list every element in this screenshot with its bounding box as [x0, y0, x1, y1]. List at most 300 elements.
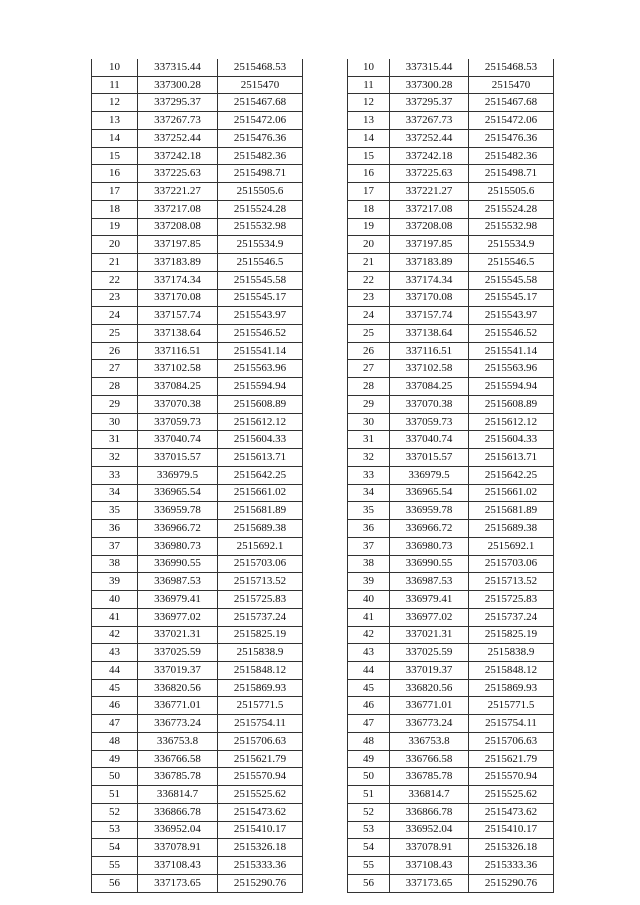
point-number-cell: 56 [348, 874, 390, 892]
y-coordinate-cell: 2515621.79 [469, 750, 554, 768]
y-coordinate-cell: 2515612.12 [469, 413, 554, 431]
point-number-cell: 11 [92, 76, 138, 94]
point-number-cell: 13 [348, 112, 390, 130]
table-row [92, 768, 303, 786]
table-row [92, 573, 303, 591]
y-coordinate-cell: 2515410.17 [469, 821, 554, 839]
point-number-cell: 48 [92, 732, 138, 750]
point-number-cell: 15 [348, 147, 390, 165]
x-coordinate-cell: 337116.51 [390, 342, 469, 360]
table-row [92, 289, 303, 307]
point-number-cell: 11 [348, 76, 390, 94]
x-coordinate-cell: 337183.89 [138, 254, 218, 272]
y-coordinate-cell: 2515498.71 [469, 165, 554, 183]
y-coordinate-cell: 2515661.02 [218, 484, 303, 502]
x-coordinate-cell: 336952.04 [138, 821, 218, 839]
x-coordinate-cell: 337208.08 [138, 218, 218, 236]
y-coordinate-cell: 2515476.36 [218, 129, 303, 147]
y-coordinate-cell: 2515570.94 [469, 768, 554, 786]
table-row [92, 484, 303, 502]
y-coordinate-cell: 2515467.68 [218, 94, 303, 112]
x-coordinate-cell: 337300.28 [390, 76, 469, 94]
table-row [92, 874, 303, 892]
y-coordinate-cell: 2515546.5 [218, 254, 303, 272]
y-coordinate-cell: 2515472.06 [218, 112, 303, 130]
point-number-cell: 31 [92, 431, 138, 449]
point-number-cell: 35 [92, 502, 138, 520]
point-number-cell: 34 [348, 484, 390, 502]
point-number-cell: 22 [348, 271, 390, 289]
table-row [348, 520, 554, 538]
x-coordinate-cell: 336959.78 [138, 502, 218, 520]
point-number-cell: 42 [348, 626, 390, 644]
point-number-cell: 36 [92, 520, 138, 538]
x-coordinate-cell: 337084.25 [138, 378, 218, 396]
x-coordinate-cell: 337225.63 [390, 165, 469, 183]
point-number-cell: 47 [92, 715, 138, 733]
y-coordinate-cell: 2515737.24 [218, 608, 303, 626]
y-coordinate-cell: 2515689.38 [218, 520, 303, 538]
y-coordinate-cell: 2515703.06 [218, 555, 303, 573]
x-coordinate-cell: 337138.64 [390, 325, 469, 343]
x-coordinate-cell: 337040.74 [390, 431, 469, 449]
y-coordinate-cell: 2515545.17 [469, 289, 554, 307]
point-number-cell: 18 [92, 200, 138, 218]
table-row [348, 768, 554, 786]
x-coordinate-cell: 336966.72 [390, 520, 469, 538]
table-row [92, 431, 303, 449]
table-row [92, 218, 303, 236]
x-coordinate-cell: 337295.37 [138, 94, 218, 112]
table-row [92, 165, 303, 183]
y-coordinate-cell: 2515524.28 [469, 200, 554, 218]
y-coordinate-cell: 2515825.19 [469, 626, 554, 644]
table-row [348, 112, 554, 130]
table-row [92, 732, 303, 750]
point-number-cell: 54 [92, 839, 138, 857]
y-coordinate-cell: 2515545.17 [218, 289, 303, 307]
y-coordinate-cell: 2515290.76 [469, 874, 554, 892]
point-number-cell: 38 [92, 555, 138, 573]
x-coordinate-cell: 336990.55 [390, 555, 469, 573]
x-coordinate-cell: 337059.73 [390, 413, 469, 431]
x-coordinate-cell: 337183.89 [390, 254, 469, 272]
table-row [348, 165, 554, 183]
table-row [92, 591, 303, 609]
x-coordinate-cell: 336965.54 [390, 484, 469, 502]
table-row [92, 679, 303, 697]
point-number-cell: 53 [348, 821, 390, 839]
point-number-cell: 40 [348, 591, 390, 609]
x-coordinate-cell: 337197.85 [138, 236, 218, 254]
table-row [92, 129, 303, 147]
table-row [348, 679, 554, 697]
y-coordinate-cell: 2515563.96 [469, 360, 554, 378]
y-coordinate-cell: 2515604.33 [469, 431, 554, 449]
table-row [92, 520, 303, 538]
x-coordinate-cell: 336977.02 [390, 608, 469, 626]
point-number-cell: 19 [92, 218, 138, 236]
x-coordinate-cell: 337174.34 [390, 271, 469, 289]
y-coordinate-cell: 2515825.19 [218, 626, 303, 644]
table-row [348, 591, 554, 609]
table-row [92, 183, 303, 201]
x-coordinate-cell: 336753.8 [390, 732, 469, 750]
table-row [348, 466, 554, 484]
y-coordinate-cell: 2515473.62 [218, 803, 303, 821]
table-row [348, 839, 554, 857]
x-coordinate-cell: 336979.5 [390, 466, 469, 484]
y-coordinate-cell: 2515505.6 [218, 183, 303, 201]
x-coordinate-cell: 337059.73 [138, 413, 218, 431]
table-row [348, 76, 554, 94]
point-number-cell: 45 [92, 679, 138, 697]
point-number-cell: 53 [92, 821, 138, 839]
table-row [92, 626, 303, 644]
x-coordinate-cell: 336979.41 [138, 591, 218, 609]
y-coordinate-cell: 2515706.63 [469, 732, 554, 750]
point-number-cell: 25 [348, 325, 390, 343]
y-coordinate-cell: 2515505.6 [469, 183, 554, 201]
x-coordinate-cell: 336987.53 [138, 573, 218, 591]
y-coordinate-cell: 2515468.53 [218, 59, 303, 76]
x-coordinate-cell: 337170.08 [138, 289, 218, 307]
x-coordinate-cell: 336814.7 [390, 786, 469, 804]
point-number-cell: 52 [92, 803, 138, 821]
point-number-cell: 50 [92, 768, 138, 786]
x-coordinate-cell: 336980.73 [138, 537, 218, 555]
y-coordinate-cell: 2515476.36 [469, 129, 554, 147]
point-number-cell: 48 [348, 732, 390, 750]
table-row [92, 378, 303, 396]
y-coordinate-cell: 2515532.98 [469, 218, 554, 236]
x-coordinate-cell: 336980.73 [390, 537, 469, 555]
table-row [348, 732, 554, 750]
y-coordinate-cell: 2515470 [469, 76, 554, 94]
y-coordinate-cell: 2515681.89 [469, 502, 554, 520]
y-coordinate-cell: 2515570.94 [218, 768, 303, 786]
y-coordinate-cell: 2515525.62 [218, 786, 303, 804]
point-number-cell: 54 [348, 839, 390, 857]
point-number-cell: 41 [92, 608, 138, 626]
x-coordinate-cell: 336866.78 [138, 803, 218, 821]
x-coordinate-cell: 336959.78 [390, 502, 469, 520]
x-coordinate-cell: 337015.57 [138, 449, 218, 467]
table-row [92, 112, 303, 130]
y-coordinate-cell: 2515498.71 [218, 165, 303, 183]
point-number-cell: 12 [348, 94, 390, 112]
y-coordinate-cell: 2515326.18 [469, 839, 554, 857]
point-number-cell: 20 [348, 236, 390, 254]
point-number-cell: 37 [92, 537, 138, 555]
table-row [348, 183, 554, 201]
table-row [348, 307, 554, 325]
point-number-cell: 33 [92, 466, 138, 484]
point-number-cell: 34 [92, 484, 138, 502]
table-row [92, 537, 303, 555]
y-coordinate-cell: 2515713.52 [469, 573, 554, 591]
point-number-cell: 42 [92, 626, 138, 644]
table-row [92, 608, 303, 626]
table-row [348, 715, 554, 733]
table-row [92, 466, 303, 484]
point-number-cell: 51 [92, 786, 138, 804]
y-coordinate-cell: 2515838.9 [218, 644, 303, 662]
point-number-cell: 24 [92, 307, 138, 325]
point-number-cell: 39 [92, 573, 138, 591]
table-row [348, 325, 554, 343]
x-coordinate-cell: 336785.78 [138, 768, 218, 786]
table-row [348, 449, 554, 467]
y-coordinate-cell: 2515546.52 [469, 325, 554, 343]
coordinate-table-left [91, 59, 303, 893]
y-coordinate-cell: 2515482.36 [469, 147, 554, 165]
table-row [92, 750, 303, 768]
table-row [92, 786, 303, 804]
table-row [348, 821, 554, 839]
point-number-cell: 27 [92, 360, 138, 378]
x-coordinate-cell: 336771.01 [390, 697, 469, 715]
x-coordinate-cell: 337217.08 [390, 200, 469, 218]
table-row [348, 289, 554, 307]
x-coordinate-cell: 336773.24 [138, 715, 218, 733]
x-coordinate-cell: 336766.58 [390, 750, 469, 768]
point-number-cell: 10 [348, 59, 390, 76]
x-coordinate-cell: 337116.51 [138, 342, 218, 360]
x-coordinate-cell: 337197.85 [390, 236, 469, 254]
table-row [92, 395, 303, 413]
x-coordinate-cell: 337102.58 [138, 360, 218, 378]
y-coordinate-cell: 2515613.71 [218, 449, 303, 467]
x-coordinate-cell: 336979.5 [138, 466, 218, 484]
point-number-cell: 26 [92, 342, 138, 360]
x-coordinate-cell: 337208.08 [390, 218, 469, 236]
y-coordinate-cell: 2515326.18 [218, 839, 303, 857]
table-row [92, 307, 303, 325]
x-coordinate-cell: 337221.27 [390, 183, 469, 201]
y-coordinate-cell: 2515869.93 [218, 679, 303, 697]
table-row [348, 608, 554, 626]
y-coordinate-cell: 2515470 [218, 76, 303, 94]
table-row [92, 449, 303, 467]
point-number-cell: 16 [348, 165, 390, 183]
y-coordinate-cell: 2515545.58 [218, 271, 303, 289]
y-coordinate-cell: 2515737.24 [469, 608, 554, 626]
table-row [348, 537, 554, 555]
table-row [92, 271, 303, 289]
point-number-cell: 49 [348, 750, 390, 768]
table-row [348, 697, 554, 715]
y-coordinate-cell: 2515706.63 [218, 732, 303, 750]
y-coordinate-cell: 2515594.94 [469, 378, 554, 396]
table-row [348, 661, 554, 679]
x-coordinate-cell: 336979.41 [390, 591, 469, 609]
table-row [348, 378, 554, 396]
y-coordinate-cell: 2515661.02 [469, 484, 554, 502]
y-coordinate-cell: 2515524.28 [218, 200, 303, 218]
x-coordinate-cell: 337170.08 [390, 289, 469, 307]
y-coordinate-cell: 2515754.11 [469, 715, 554, 733]
table-row [348, 874, 554, 892]
y-coordinate-cell: 2515725.83 [469, 591, 554, 609]
point-number-cell: 43 [348, 644, 390, 662]
y-coordinate-cell: 2515754.11 [218, 715, 303, 733]
point-number-cell: 52 [348, 803, 390, 821]
point-number-cell: 44 [92, 661, 138, 679]
point-number-cell: 12 [92, 94, 138, 112]
point-number-cell: 23 [92, 289, 138, 307]
table-row [92, 839, 303, 857]
x-coordinate-cell: 336987.53 [390, 573, 469, 591]
y-coordinate-cell: 2515545.58 [469, 271, 554, 289]
table-row [92, 857, 303, 875]
y-coordinate-cell: 2515725.83 [218, 591, 303, 609]
y-coordinate-cell: 2515467.68 [469, 94, 554, 112]
x-coordinate-cell: 337025.59 [138, 644, 218, 662]
table-row [348, 254, 554, 272]
table-row [92, 342, 303, 360]
point-number-cell: 21 [348, 254, 390, 272]
y-coordinate-cell: 2515848.12 [469, 661, 554, 679]
table-row [348, 857, 554, 875]
y-coordinate-cell: 2515594.94 [218, 378, 303, 396]
x-coordinate-cell: 337174.34 [138, 271, 218, 289]
table-row [92, 236, 303, 254]
y-coordinate-cell: 2515608.89 [469, 395, 554, 413]
x-coordinate-cell: 336785.78 [390, 768, 469, 786]
y-coordinate-cell: 2515692.1 [218, 537, 303, 555]
x-coordinate-cell: 336820.56 [138, 679, 218, 697]
x-coordinate-cell: 337173.65 [138, 874, 218, 892]
table-row [92, 697, 303, 715]
table-row [348, 573, 554, 591]
y-coordinate-cell: 2515604.33 [218, 431, 303, 449]
y-coordinate-cell: 2515692.1 [469, 537, 554, 555]
point-number-cell: 14 [92, 129, 138, 147]
point-number-cell: 46 [92, 697, 138, 715]
y-coordinate-cell: 2515608.89 [218, 395, 303, 413]
point-number-cell: 16 [92, 165, 138, 183]
x-coordinate-cell: 336952.04 [390, 821, 469, 839]
point-number-cell: 39 [348, 573, 390, 591]
table-row [348, 626, 554, 644]
y-coordinate-cell: 2515541.14 [218, 342, 303, 360]
y-coordinate-cell: 2515681.89 [218, 502, 303, 520]
y-coordinate-cell: 2515472.06 [469, 112, 554, 130]
y-coordinate-cell: 2515689.38 [469, 520, 554, 538]
y-coordinate-cell: 2515838.9 [469, 644, 554, 662]
point-number-cell: 19 [348, 218, 390, 236]
x-coordinate-cell: 337015.57 [390, 449, 469, 467]
y-coordinate-cell: 2515290.76 [218, 874, 303, 892]
x-coordinate-cell: 337315.44 [138, 59, 218, 76]
y-coordinate-cell: 2515642.25 [469, 466, 554, 484]
table-row [92, 413, 303, 431]
y-coordinate-cell: 2515534.9 [218, 236, 303, 254]
table-row [348, 59, 554, 76]
point-number-cell: 17 [348, 183, 390, 201]
table-row [92, 555, 303, 573]
point-number-cell: 56 [92, 874, 138, 892]
x-coordinate-cell: 336990.55 [138, 555, 218, 573]
x-coordinate-cell: 337242.18 [138, 147, 218, 165]
table-row [92, 94, 303, 112]
point-number-cell: 33 [348, 466, 390, 484]
x-coordinate-cell: 336866.78 [390, 803, 469, 821]
x-coordinate-cell: 337242.18 [390, 147, 469, 165]
y-coordinate-cell: 2515546.52 [218, 325, 303, 343]
table-row [348, 218, 554, 236]
x-coordinate-cell: 337021.31 [138, 626, 218, 644]
point-number-cell: 38 [348, 555, 390, 573]
y-coordinate-cell: 2515333.36 [218, 857, 303, 875]
point-number-cell: 37 [348, 537, 390, 555]
table-row [348, 94, 554, 112]
table-row [92, 661, 303, 679]
table-row [92, 644, 303, 662]
x-coordinate-cell: 337108.43 [390, 857, 469, 875]
table-row [92, 502, 303, 520]
y-coordinate-cell: 2515543.97 [469, 307, 554, 325]
y-coordinate-cell: 2515621.79 [218, 750, 303, 768]
y-coordinate-cell: 2515543.97 [218, 307, 303, 325]
point-number-cell: 31 [348, 431, 390, 449]
point-number-cell: 32 [92, 449, 138, 467]
point-number-cell: 32 [348, 449, 390, 467]
table-row [348, 395, 554, 413]
point-number-cell: 40 [92, 591, 138, 609]
coordinate-table-right [347, 59, 554, 893]
x-coordinate-cell: 337267.73 [390, 112, 469, 130]
table-row [92, 59, 303, 76]
x-coordinate-cell: 337252.44 [390, 129, 469, 147]
point-number-cell: 50 [348, 768, 390, 786]
point-number-cell: 29 [348, 395, 390, 413]
x-coordinate-cell: 337252.44 [138, 129, 218, 147]
y-coordinate-cell: 2515482.36 [218, 147, 303, 165]
x-coordinate-cell: 337295.37 [390, 94, 469, 112]
point-number-cell: 44 [348, 661, 390, 679]
x-coordinate-cell: 337157.74 [390, 307, 469, 325]
table-row [92, 715, 303, 733]
point-number-cell: 21 [92, 254, 138, 272]
point-number-cell: 15 [92, 147, 138, 165]
y-coordinate-cell: 2515473.62 [469, 803, 554, 821]
point-number-cell: 17 [92, 183, 138, 201]
x-coordinate-cell: 337025.59 [390, 644, 469, 662]
point-number-cell: 14 [348, 129, 390, 147]
y-coordinate-cell: 2515613.71 [469, 449, 554, 467]
x-coordinate-cell: 337108.43 [138, 857, 218, 875]
table-row [348, 200, 554, 218]
x-coordinate-cell: 337138.64 [138, 325, 218, 343]
table-row [92, 147, 303, 165]
point-number-cell: 45 [348, 679, 390, 697]
x-coordinate-cell: 337267.73 [138, 112, 218, 130]
point-number-cell: 25 [92, 325, 138, 343]
table-row [348, 360, 554, 378]
x-coordinate-cell: 336965.54 [138, 484, 218, 502]
table-row [92, 254, 303, 272]
y-coordinate-cell: 2515869.93 [469, 679, 554, 697]
table-row [92, 360, 303, 378]
x-coordinate-cell: 336766.58 [138, 750, 218, 768]
point-number-cell: 46 [348, 697, 390, 715]
x-coordinate-cell: 336773.24 [390, 715, 469, 733]
y-coordinate-cell: 2515642.25 [218, 466, 303, 484]
x-coordinate-cell: 337019.37 [138, 661, 218, 679]
y-coordinate-cell: 2515546.5 [469, 254, 554, 272]
